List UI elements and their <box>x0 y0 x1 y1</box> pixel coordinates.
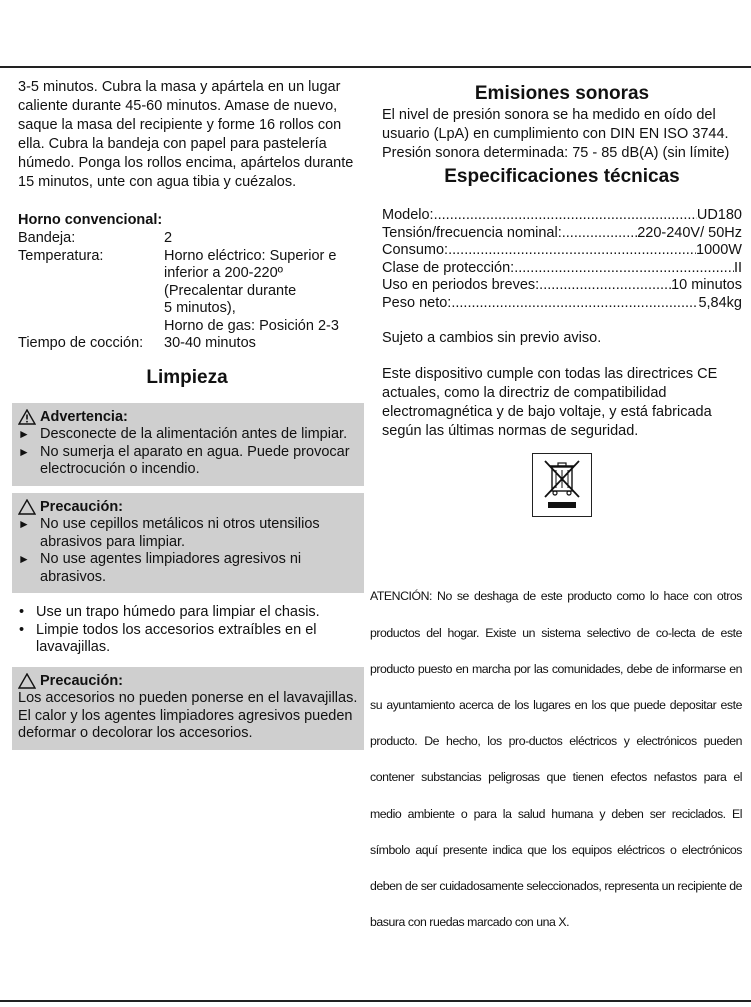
horno-value: Horno de gas: Posición 2-3 <box>164 317 339 334</box>
precaucion-title: Precaución: <box>40 498 123 515</box>
horno-table <box>18 230 356 353</box>
horno-title: Horno convencional: <box>18 212 163 228</box>
arrow-right-icon: ► <box>18 552 30 566</box>
right-column <box>382 82 742 517</box>
precaucion-box-2 <box>12 667 364 750</box>
emisiones-text: El nivel de presión sonora se ha medido en oído del usuario (LpA) en cumplimiento con DIN EN ISO 3744. <box>382 107 729 142</box>
specs-heading: Especificaciones técnicas <box>444 166 680 187</box>
arrow-right-icon: ► <box>18 444 30 459</box>
horno-value: 5 minutos), <box>164 300 236 316</box>
precaucion-text: Los accesorios no pueden ponerse en el lavavajillas. El calor y los agentes limpiadores agresivos pueden deformar o decolorar los accesorios. <box>18 690 358 741</box>
emisiones-text-2: Presión sonora determinada: 75 - 85 dB(A) (sin límite) <box>382 145 730 161</box>
limpieza-heading: Limpieza <box>146 366 228 388</box>
horno-label-bandeja: Bandeja: <box>18 230 76 246</box>
spec-row: Consumo: ..... 1000W <box>382 242 742 260</box>
atencion-text: ATENCIÓN: No se deshaga de este producto como lo hace con otros productos del hogar. Existe un sistema selectivo de co-lecta de este producto puesto en marcha por las comunidades, debe de informarse en su ayuntamiento acerca de los lugares en los que puede depositar este producto. De hecho, los pro-ductos eléctricos y electrónicos pueden contener substancias peligrosas que tienen efectos nefastos para el medio ambiente o para la salud humana y deben ser reciclados. El símbolo aquí presente indica que los equipos eléctricos o electrónicos deben de ser cuidadosamente seleccionados, representa un recipiente de basura con ruedas marcado con una X. <box>370 589 742 930</box>
spec-row: Peso neto: ..... 5,84kg <box>382 295 742 313</box>
ce-text: Este dispositivo cumple con todas las directrices CE actuales, como la directriz de compatibilidad electromagnética y de bajo voltaje, y está fabricada según las últimas normas de seguridad. <box>382 366 718 439</box>
advertencia-box <box>12 403 364 486</box>
caution-triangle-icon <box>18 499 36 515</box>
recipe-intro: 3-5 minutos. Cubra la masa y apártela en un lugar caliente durante 45-60 minutos. Amase de nuevo, saque la masa del recipiente y forme 16 rollos con ella. Cubra la bandeja con papel para pastelería húmedo. Ponga los rollos encima, apártelos durante 15 minutos, unte con agua tibia y cuézalos. <box>18 79 354 190</box>
crossed-bin-icon <box>532 453 592 517</box>
warning-triangle-icon <box>18 409 36 425</box>
list-item: ► No sumerja el aparato en agua. Puede provocar electrocución o incendio. <box>18 443 350 477</box>
arrow-right-icon: ► <box>18 427 30 441</box>
emisiones-heading: Emisiones sonoras <box>474 83 650 104</box>
horno-label-tiempo: Tiempo de cocción: <box>18 335 144 351</box>
spec-row: Clase de protección: ..... II <box>382 260 742 278</box>
horno-label-temperatura: Temperatura: <box>18 247 104 264</box>
spec-row: Modelo: ..... UD180 <box>382 207 742 225</box>
horno-value: 30-40 minutos <box>164 335 256 351</box>
bottom-rule <box>0 1000 751 1002</box>
spec-row: Tensión/frecuencia nominal: ..... 220-240V/ 50Hz <box>382 225 742 243</box>
specs-table <box>382 207 742 312</box>
cleaning-bullets <box>18 604 356 657</box>
caution-triangle-icon <box>18 673 36 689</box>
sujeto-text: Sujeto a cambios sin previo aviso. <box>382 330 602 346</box>
list-item: ► Desconecte de la alimentación antes de limpiar. <box>18 426 348 442</box>
list-item: ► No use agentes limpiadores agresivos ni abrasivos. <box>18 551 302 585</box>
horno-value: inferior a 200-220º <box>164 265 283 281</box>
precaucion-title: Precaución: <box>40 672 123 689</box>
list-item: • Limpie todos los accesorios extraíbles en el lavavajillas. <box>19 621 317 655</box>
top-rule <box>0 66 751 68</box>
precaucion-box-1 <box>12 493 364 594</box>
horno-value: (Precalentar durante <box>164 282 297 299</box>
list-item: • Use un trapo húmedo para limpiar el chasis. <box>19 604 320 620</box>
list-item: ► No use cepillos metálicos ni otros utensilios abrasivos para limpiar. <box>18 516 320 550</box>
horno-value: Horno eléctrico: Superior e <box>164 247 337 264</box>
spec-row: Uso en periodos breves: ..... 10 minutos <box>382 277 742 295</box>
horno-value: 2 <box>164 230 173 246</box>
left-column <box>18 78 356 750</box>
advertencia-title: Advertencia: <box>40 408 128 425</box>
arrow-right-icon: ► <box>18 517 30 531</box>
